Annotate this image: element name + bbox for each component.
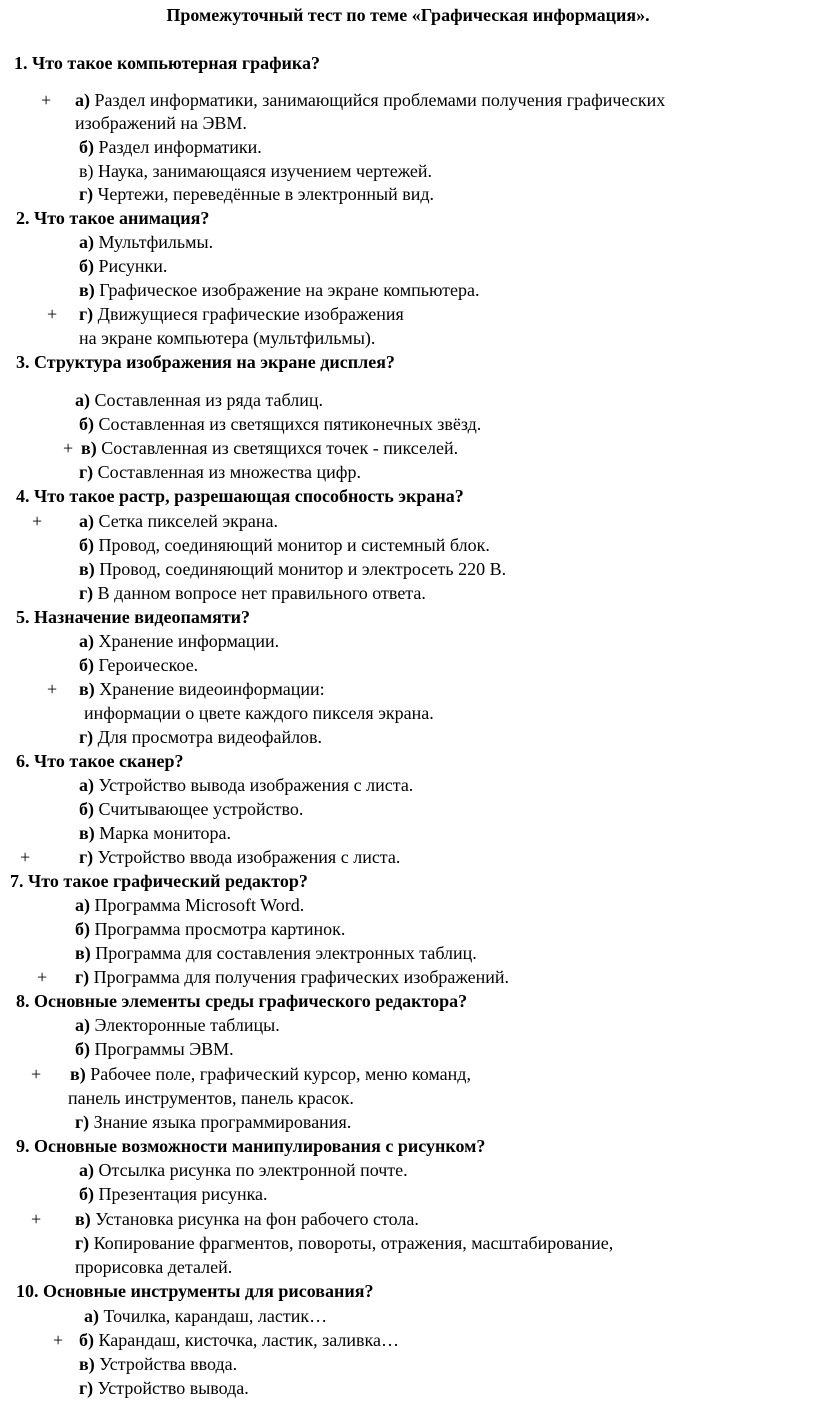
answer-text: Мультфильмы. [94, 232, 214, 252]
answer-text: Наука, занимающаяся изучением чертежей. [93, 161, 433, 181]
answer-5d [79, 726, 322, 748]
answer-9a [79, 1159, 408, 1181]
answer-letter: б) [75, 1039, 90, 1059]
answer-letter: в) [79, 1354, 95, 1374]
answer-letter: а) [75, 90, 90, 110]
answer-letter: б) [79, 256, 94, 276]
answer-6d [79, 846, 400, 868]
answer-text: В данном вопросе нет правильного ответа. [93, 583, 426, 603]
answer-text: Составленная из светящихся точек - пикселей. [96, 438, 459, 458]
answer-letter: а) [79, 1160, 94, 1180]
answer-4a [79, 510, 278, 532]
answer-1d [79, 183, 434, 205]
answer-text: Героическое. [94, 655, 199, 675]
answer-2c [79, 279, 480, 301]
answer-3c [81, 437, 458, 459]
document-title: Промежуточный тест по теме «Графическая информация». [166, 5, 650, 25]
answer-letter: г) [79, 847, 94, 867]
answer-text: Рабочее поле, графический курсор, меню команд, [85, 1064, 471, 1084]
answer-text: Графическое изображение на экране компьютера. [94, 280, 480, 300]
answer-10d [79, 1377, 249, 1399]
correct-mark: + [41, 90, 52, 110]
answer-text: Презентация рисунка. [94, 1184, 268, 1204]
answer-8c-cont: панель инструментов, панель красок. [68, 1088, 354, 1108]
answer-text: Раздел информатики. [94, 137, 262, 157]
answer-text: Знание языка программирования. [89, 1112, 352, 1132]
answer-letter: а) [75, 1015, 90, 1035]
answer-2b [79, 255, 167, 277]
answer-letter: г) [79, 304, 94, 324]
answer-9c [75, 1208, 419, 1230]
answer-4c [79, 558, 506, 580]
answer-text: Устройства ввода. [94, 1354, 238, 1374]
correct-mark: + [32, 511, 43, 531]
answer-4b [79, 534, 490, 556]
answer-9d [75, 1232, 613, 1254]
answer-7d [75, 966, 509, 988]
answer-letter: г) [75, 1112, 90, 1132]
answer-2d-cont: на экране компьютера (мультфильмы). [79, 328, 376, 348]
answer-7b [75, 918, 345, 940]
answer-letter: в) [70, 1064, 86, 1084]
answer-text: Устройство вывода изображения с листа. [94, 775, 414, 795]
question-2: 2. Что такое анимация? [16, 208, 210, 228]
answer-1c [79, 160, 432, 182]
answer-text: Электоронные таблицы. [90, 1015, 280, 1035]
answer-text: Программа Microsoft Word. [90, 895, 305, 915]
answer-letter: б) [79, 799, 94, 819]
answer-1a [75, 89, 665, 111]
answer-10c [79, 1353, 237, 1375]
answer-letter: в) [75, 943, 91, 963]
answer-letter: г) [79, 727, 94, 747]
answer-text: Программа просмотра картинок. [90, 919, 346, 939]
answer-letter: г) [75, 967, 90, 987]
answer-letter: б) [79, 1184, 94, 1204]
correct-mark: + [37, 967, 48, 987]
answer-5a [79, 630, 279, 652]
answer-2d [79, 303, 404, 325]
answer-7a [75, 894, 304, 916]
answer-letter: в) [79, 679, 95, 699]
answer-letter: в) [75, 1209, 91, 1229]
correct-mark: + [31, 1064, 42, 1084]
correct-mark: + [53, 1330, 64, 1350]
answer-text: Составленная из ряда таблиц. [90, 390, 323, 410]
answer-text: Устройство вывода. [93, 1378, 249, 1398]
answer-text: Провод, соединяющий монитор и системный блок. [94, 535, 490, 555]
answer-text: Сетка пикселей экрана. [94, 511, 278, 531]
question-10: 10. Основные инструменты для рисования? [16, 1281, 374, 1301]
answer-letter: а) [75, 390, 90, 410]
answer-text: Программа для получения графических изображений. [89, 967, 509, 987]
answer-6b [79, 798, 303, 820]
answer-text: Составленная из множества цифр. [93, 462, 361, 482]
answer-3d [79, 461, 361, 483]
answer-text: Программа для составления электронных таблиц. [90, 943, 477, 963]
answer-letter: в) [81, 438, 97, 458]
answer-letter: в) [79, 161, 94, 181]
question-7: 7. Что такое графический редактор? [10, 871, 308, 891]
answer-letter: б) [79, 137, 94, 157]
answer-letter: б) [75, 919, 90, 939]
answer-text: Для просмотра видеофайлов. [93, 727, 323, 747]
correct-mark: + [47, 679, 58, 699]
answer-letter: а) [79, 232, 94, 252]
answer-letter: г) [75, 1233, 90, 1253]
answer-text: Составленная из светящихся пятиконечных звёзд. [94, 414, 482, 434]
answer-letter: б) [79, 414, 94, 434]
answer-letter: г) [79, 1378, 94, 1398]
answer-letter: б) [79, 1330, 94, 1350]
answer-10b [79, 1329, 399, 1351]
answer-8a [75, 1014, 280, 1036]
answer-text: Марка монитора. [94, 823, 231, 843]
answer-1a-cont: изображений на ЭВМ. [75, 113, 247, 133]
question-5: 5. Назначение видеопамяти? [16, 607, 251, 627]
answer-letter: а) [79, 775, 94, 795]
answer-letter: а) [79, 511, 94, 531]
answer-letter: а) [79, 631, 94, 651]
correct-mark: + [63, 438, 74, 458]
answer-text: Чертежи, переведённые в электронный вид. [93, 184, 435, 204]
answer-letter: б) [79, 655, 94, 675]
correct-mark: + [47, 304, 58, 324]
answer-text: Программы ЭВМ. [90, 1039, 234, 1059]
correct-mark: + [20, 847, 31, 867]
answer-4d [79, 582, 426, 604]
answer-text: Движущиеся графические изображения [93, 304, 404, 324]
answer-8b [75, 1038, 234, 1060]
answer-text: Хранение информации. [94, 631, 280, 651]
answer-5c [79, 678, 325, 700]
answer-text: Карандаш, кисточка, ластик, заливка… [94, 1330, 399, 1350]
answer-text: Считывающее устройство. [94, 799, 304, 819]
correct-mark: + [31, 1209, 42, 1229]
answer-text: Установка рисунка на фон рабочего стола. [90, 1209, 419, 1229]
answer-8c [70, 1063, 471, 1085]
answer-text: Точилка, карандаш, ластик… [99, 1306, 328, 1326]
answer-1b [79, 136, 262, 158]
answer-letter: а) [75, 895, 90, 915]
question-6: 6. Что такое сканер? [16, 751, 184, 771]
answer-9d-cont: прорисовка деталей. [75, 1257, 233, 1277]
question-4: 4. Что такое растр, разрешающая способность экрана? [16, 486, 464, 506]
answer-10a [84, 1305, 327, 1327]
answer-9b [79, 1183, 268, 1205]
question-1: 1. Что такое компьютерная графика? [14, 53, 321, 73]
answer-text: Провод, соединяющий монитор и электросеть 220 В. [94, 559, 507, 579]
answer-text: Хранение видеоинформации: [94, 679, 325, 699]
answer-text: Копирование фрагментов, повороты, отражения, масштабирование, [89, 1233, 614, 1253]
answer-text: Устройство ввода изображения с листа. [93, 847, 401, 867]
answer-8d [75, 1111, 351, 1133]
question-8: 8. Основные элементы среды графического редактора? [16, 991, 468, 1011]
answer-letter: в) [79, 823, 95, 843]
answer-text: Рисунки. [94, 256, 168, 276]
answer-letter: б) [79, 535, 94, 555]
answer-letter: г) [79, 583, 94, 603]
answer-2a [79, 231, 213, 253]
question-3: 3. Структура изображения на экране дисплея? [16, 352, 395, 372]
answer-letter: г) [79, 184, 94, 204]
answer-letter: г) [79, 462, 94, 482]
answer-6c [79, 822, 231, 844]
answer-5c-cont: информации о цвете каждого пикселя экрана. [84, 703, 434, 723]
answer-7c [75, 942, 477, 964]
answer-5b [79, 654, 198, 676]
answer-6a [79, 774, 413, 796]
answer-text: Отсылка рисунка по электронной почте. [94, 1160, 408, 1180]
answer-text: Раздел информатики, занимающийся проблемами получения графических [90, 90, 666, 110]
answer-3b [79, 413, 481, 435]
question-9: 9. Основные возможности манипулирования с рисунком? [16, 1136, 486, 1156]
answer-letter: а) [84, 1306, 99, 1326]
answer-letter: в) [79, 280, 95, 300]
answer-3a [75, 389, 323, 411]
answer-letter: в) [79, 559, 95, 579]
